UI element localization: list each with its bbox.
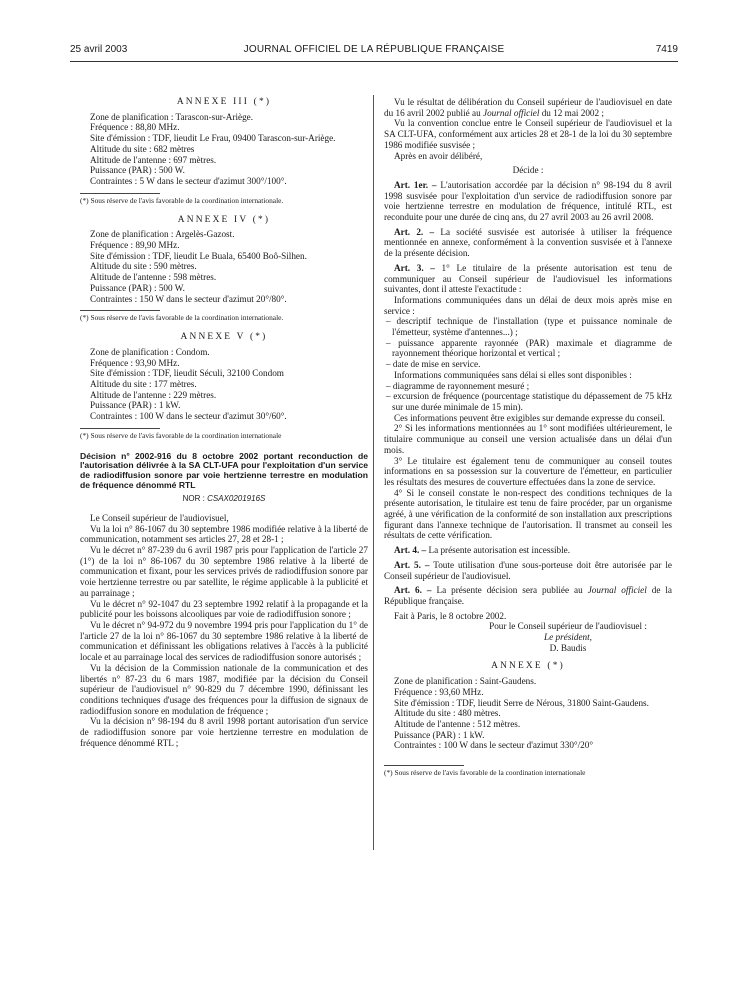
article-text: L'autorisation accordée par la décision n° 98-194 du 8 avril 1998 susvisée pour l'exploitation d'un service de radiodiffusion sonore par voie hertzienne terrestre en modulation de fréquence, intitulé RTL, est reconduite pour une durée de cinq ans, du 27 avril 2003 au 26 avril 2008. [384, 179, 672, 223]
preamble-paragraph: Vu le décret n° 92-1047 du 23 septembre 1992 relatif à la propagande et la publicité pour les boissons alcooliques par voie de radiodiffusion sonore ; [80, 598, 368, 620]
preamble-text: Vu le résultat de délibération du Conseil supérieur de l'audiovisuel en date du 16 avril 2002 publié au [384, 97, 672, 118]
article-3-paragraph: 4° Si le conseil constate le non-respect des conditions techniques de la présente autorisation, le titulaire est tenu de faire procéder, par un organisme agréé, à une vérification de la conformité de son installation aux prescriptions figurant dans l'annexe technique de l'autorisation. Il transmet au conseil les résultats de cette vérification. [384, 487, 672, 541]
annex-line: Contraintes : 100 W dans le secteur d'azimut 30°/60°. [90, 411, 287, 422]
list-item: – descriptif technique de l'installation (type et puissance nominale de l'émetteur, système d'antennes...) ; [386, 316, 672, 338]
article-label: Art. 4. – [394, 545, 427, 556]
preamble-paragraph [384, 97, 672, 118]
article-4 [384, 545, 672, 556]
article-text: La société susvisée est autorisée à utiliser la fréquence mentionnée en annexe, conformément à la convention susvisée et à l'annexe de la présente décision. [384, 226, 673, 259]
annex-line: Site d'émission : TDF, lieudit Le Frau, 09400 Tarascon-sur-Ariège. [90, 133, 336, 144]
page-header [70, 44, 678, 60]
footnote: (*) Sous réserve de l'avis favorable de la coordination internationale [80, 430, 282, 440]
annex-title: ANNEXE V (*) [180, 332, 268, 343]
annex-line: Puissance (PAR) : 500 W. [90, 282, 185, 293]
annex-line: Contraintes : 150 W dans le secteur d'azimut 20°/80°. [90, 293, 287, 304]
preamble-paragraph: Le Conseil supérieur de l'audiovisuel, [90, 512, 229, 523]
annex-title: ANNEXE IV (*) [177, 214, 271, 225]
right-column [384, 97, 672, 787]
annex-title: ANNEXE III (*) [176, 97, 272, 107]
signature-title: Le président, [544, 632, 592, 643]
journal-name: Journal officiel [483, 107, 540, 118]
decision-title: Décision n° 2002-916 du 8 octobre 2002 portant reconduction de l'autorisation délivrée à la SA CLT-UFA pour l'exploitation d'un service de radiodiffusion sonore par voie hertzienne terrestre en modulation de fréquence dénommé RTL [80, 450, 368, 490]
annex-line: Altitude du site : 177 mètres. [90, 379, 197, 390]
article-label: Art. 1er. – [394, 179, 437, 190]
article-2 [384, 227, 672, 259]
annex-line: Contraintes : 100 W dans le secteur d'azimut 330°/20° [394, 740, 594, 751]
annex-line: Puissance (PAR) : 500 W. [90, 165, 185, 176]
preamble-paragraph: Vu la décision n° 98-194 du 8 avril 1998 portant autorisation d'un service de radiodiffusion sonore par voie hertzienne terrestre en modulation de fréquence dénommé RTL ; [80, 716, 368, 748]
article-3-paragraph: Ces informations peuvent être exigibles sur demande expresse du conseil. [394, 412, 665, 423]
annex-line: Altitude du site : 682 mètres [90, 143, 195, 154]
annex-line: Site d'émission : TDF, lieudit Le Buala, 65400 Boô-Silhen. [90, 250, 307, 261]
header-title: JOURNAL OFFICIEL DE LA RÉPUBLIQUE FRANÇAISE [243, 44, 505, 55]
preamble-paragraph: Vu le décret n° 87-239 du 6 avril 1987 pris pour l'application de l'article 27 (1°) de la loi n° 86-1067 du 30 septembre 1986 relative à la liberté de communication et fixant, pour les services privés de radiodiffusion sonore par voie hertzienne terrestre ou par satellite, le régime applicable à la publicité et au parrainage ; [80, 545, 368, 598]
annex-line: Site d'émission : TDF, lieudit Serre de Nérous, 31800 Saint-Gaudens. [394, 697, 649, 708]
annex-line: Site d'émission : TDF, lieudit Séculi, 32100 Condom [90, 368, 284, 379]
article-text: La présente décision sera publiée au [436, 585, 583, 596]
footnote-rule [384, 765, 464, 766]
annex-line: Puissance (PAR) : 1 kW. [90, 400, 181, 411]
footnote-rule [80, 193, 160, 194]
annex-line: Fréquence : 93,60 MHz. [394, 686, 484, 697]
preamble-paragraph: Vu la convention conclue entre le Conseil supérieur de l'audiovisuel et la SA CLT-UFA, conformément aux articles 28 et 28-1 de la loi du 30 septembre 1986 modifiée susvisée ; [384, 118, 672, 150]
list-item: – diagramme de rayonnement mesuré ; [386, 380, 530, 391]
signature-for: Pour le Conseil supérieur de l'audiovisuel : [489, 621, 647, 632]
preamble-paragraph: Vu le décret n° 94-972 du 9 novembre 1994 pris pour l'application du 1° de l'article 27 de la loi n° 86-1067 du 30 septembre 1986 relative à la liberté de communication et définissant les obligations relatives à l'accès à la publicité locale et au parrainage local des services de radiodiffusion sonore autorisés ; [80, 619, 368, 663]
annex-line: Altitude de l'antenne : 229 mètres. [90, 389, 217, 400]
article-3 [384, 263, 672, 295]
annex-line: Puissance (PAR) : 1 kW. [394, 729, 485, 740]
header-date: 25 avril 2003 [70, 44, 128, 55]
annex-line: Altitude du site : 590 mètres. [90, 261, 197, 272]
article-label: Art. 6. – [394, 585, 432, 596]
annex-line: Altitude de l'antenne : 512 mètres. [394, 718, 521, 729]
article-3-paragraph: 3° Le titulaire est également tenu de communiquer au conseil toutes informations en sa possession sur la couverture de l'émetteur, en particulier les résultats des mesures de couverture effectuées dans la zone de service. [384, 455, 672, 487]
annex-line: Contraintes : 5 W dans le secteur d'azimut 300°/100°. [90, 175, 287, 186]
decide-heading: Décide : [512, 165, 544, 176]
preamble-paragraph: Vu la loi n° 86-1067 du 30 septembre 1986 modifiée relative à la liberté de communication, notamment ses articles 27, 28 et 28-1 ; [80, 523, 368, 545]
article-3-paragraph: 2° Si les informations mentionnées au 1° sont modifiées ultérieurement, le titulaire communique au conseil une version actualisée dans un délai d'un mois. [384, 423, 672, 455]
preamble-text: du 12 mai 2002 ; [541, 107, 604, 118]
article-5 [384, 560, 672, 581]
preamble-paragraph: Vu la décision de la Commission nationale de la communication et des libertés n° 87-23 du 6 mars 1987, modifiée par la décision du Conseil supérieur de l'audiovisuel n° 90-829 du 7 décembre 1990, définissant les conditions techniques d'usage des fréquences pour la diffusion de signaux de radiodiffusion sonore en modulation de fréquence ; [80, 662, 368, 716]
article-6 [384, 585, 672, 606]
list-item: – date de mise en service. [386, 359, 481, 370]
left-column [80, 97, 368, 748]
page-number: 7419 [655, 44, 678, 55]
annex-line: Zone de planification : Condom. [90, 346, 210, 357]
annex-title: ANNEXE (*) [491, 661, 565, 672]
article-text: de la République française. [384, 585, 673, 606]
nor-label: NOR : [182, 494, 205, 504]
journal-name: Journal officiel [587, 585, 647, 596]
column-divider [373, 95, 374, 850]
signature-block [464, 621, 672, 653]
article-text: Toute utilisation d'une sous-porteuse doit être autorisée par le Conseil supérieur de l'audiovisuel. [384, 559, 672, 581]
footnote: (*) Sous réserve de l'avis favorable de la coordination internationale [384, 768, 586, 778]
article-label: Art. 5. – [394, 559, 430, 570]
nor-reference [80, 494, 368, 505]
list-item: – excursion de fréquence (pourcentage statistique du dépassement de 75 kHz sur une durée minimale de 15 min). [386, 391, 672, 412]
article-label: Art. 2. – [394, 226, 435, 237]
footnote-rule [80, 428, 160, 429]
annex-5 [80, 332, 368, 440]
footnote-rule [80, 310, 160, 311]
annex-line: Zone de planification : Argelès-Gazost. [90, 229, 235, 240]
article-label: Art. 3. – [394, 262, 435, 273]
list-item: – puissance apparente rayonnée (PAR) maximale et diagramme de rayonnement théorique horizontal et vertical ; [386, 337, 672, 359]
signatory-name: D. Baudis [549, 642, 587, 653]
annex-4 [80, 215, 368, 323]
article-3-subheading: Informations communiquées sans délai si elles sont disponibles : [394, 369, 632, 380]
footnote: (*) Sous réserve de l'avis favorable de la coordination internationale. [80, 195, 284, 205]
article-1 [384, 180, 672, 223]
article-3-subheading: Informations communiquées dans un délai de deux mois après mise en service : [384, 294, 672, 316]
annex-line: Altitude de l'antenne : 598 mètres. [90, 272, 217, 283]
annex-line: Fréquence : 89,90 MHz. [90, 240, 180, 251]
annex-line: Fréquence : 93,90 MHz. [90, 357, 180, 368]
annex-line: Altitude de l'antenne : 697 mètres. [90, 154, 217, 165]
preamble-paragraph: Après en avoir délibéré, [394, 150, 483, 161]
article-text: La présente autorisation est incessible. [428, 545, 571, 556]
annex-line: Fréquence : 88,80 MHz. [90, 122, 180, 133]
annex-line: Zone de planification : Saint-Gaudens. [394, 676, 537, 687]
annex-line: Altitude du site : 480 mètres. [394, 708, 501, 719]
footnote: (*) Sous réserve de l'avis favorable de la coordination internationale. [80, 313, 284, 323]
header-rule [70, 61, 678, 62]
annex-3 [80, 97, 368, 205]
annex-line: Zone de planification : Tarascon-sur-Ariège. [90, 111, 254, 122]
signature-date: Fait à Paris, le 8 octobre 2002. [394, 610, 507, 621]
nor-code: CSAX0201916S [207, 494, 266, 504]
annex-main [384, 661, 672, 777]
article-text: 1° Le titulaire de la présente autorisation est tenu de communiquer au Conseil supérieur de l'audiovisuel les informations suivantes, dont il atteste l'exactitude : [384, 262, 672, 295]
